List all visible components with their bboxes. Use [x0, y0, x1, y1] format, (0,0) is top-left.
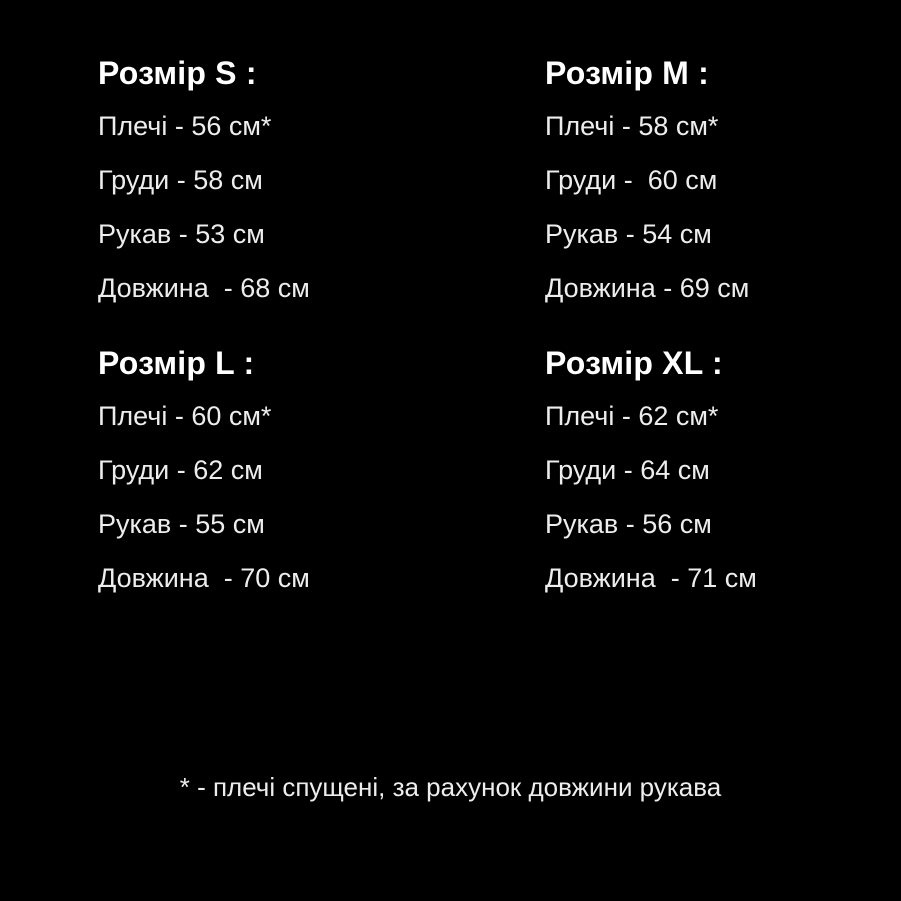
size-block-title: Розмір XL :: [545, 345, 723, 382]
footnote-text: * - плечі спущені, за рахунок довжини рукава: [179, 772, 722, 802]
measurement-row-sleeve: Рукав - 55 см: [98, 509, 265, 540]
measurement-row-length: Довжина - 69 см: [545, 273, 750, 304]
measurement-row-shoulders: Плечі - 60 см*: [98, 401, 272, 432]
measurement-row-length: Довжина - 70 см: [98, 563, 310, 594]
size-blocks-grid: [0, 56, 901, 592]
measurement-row-sleeve: Рукав - 53 см: [98, 219, 265, 250]
measurement-row-length: Довжина - 68 см: [98, 273, 310, 304]
measurement-row-length: Довжина - 71 см: [545, 563, 757, 594]
size-block-xl: [448, 346, 901, 592]
measurement-row-shoulders: Плечі - 58 см*: [545, 111, 719, 142]
size-block-title: Розмір M :: [545, 55, 709, 91]
measurement-row-shoulders: Плечі - 56 см*: [98, 111, 272, 142]
size-block-l: [0, 346, 448, 592]
measurement-row-chest: Груди - 64 см: [545, 455, 710, 486]
measurement-row-chest: Груди - 62 см: [98, 455, 263, 486]
measurement-row-shoulders: Плечі - 62 см*: [545, 401, 719, 432]
measurement-row-sleeve: Рукав - 56 см: [545, 509, 712, 540]
measurement-row-sleeve: Рукав - 54 см: [545, 219, 712, 250]
measurement-row-chest: Груди - 60 см: [545, 165, 718, 196]
measurement-row-chest: Груди - 58 см: [98, 165, 263, 196]
size-block-m: [448, 56, 901, 302]
size-block-title: Розмір S :: [98, 55, 257, 91]
size-block-s: [0, 56, 448, 302]
size-block-title: Розмір L :: [98, 345, 255, 382]
